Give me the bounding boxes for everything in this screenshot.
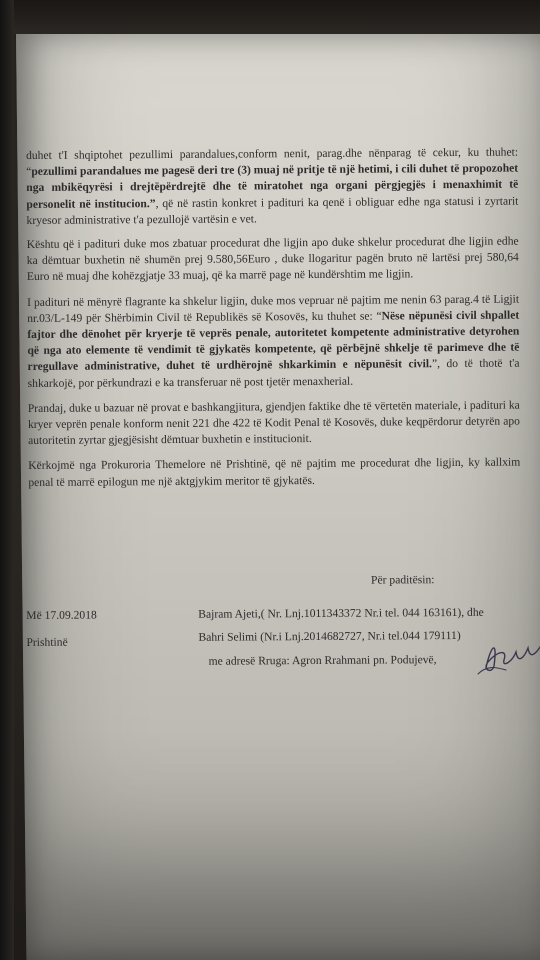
paragraph-text: , që në rastin konkret i padituri ka qenë i obliguar edhe nga statusi i zyrtarit kryesor administrative t'a pezullojë vartësin e vet.: [26, 194, 519, 227]
paragraph-suspension: [26, 145, 519, 229]
paragraph-law-violation: [27, 291, 520, 392]
paragraph-criminal-offence: Prandaj, duke u bazuar në provat e bashkangjitura, gjendjen faktike dhe të vërtetën materiale, i padituri ka kryer veprën penale konform nenit 221 dhe 422 të Kodit Penal të Kosovës, duke keqpërdorur detyrën apo autoritetin zyrtar gjegjësisht dëmtuar buxhetin e institucionit.: [27, 398, 520, 448]
handwritten-signature: [468, 618, 540, 678]
quoted-law-bold: pezullimi parandalues me pagesë deri tre (3) muaj në pritje të një hetimi, i cili duhet të propozohet nga mbikëqyrësi i drejtëpërdrejtë dhe të miratohet nga organi përgjegjës i menaxhimit të personelit në institucion.”: [26, 161, 519, 211]
dark-surface-left: [0, 0, 14, 960]
paragraph-request: Kërkojmë nga Prokuroria Themelore në Prishtinë, që në pajtim me procedurat dhe ligjin, ky kallxim penal të marrë epilogun me një aktgjykim meritor të gjykatës.: [28, 456, 521, 489]
quoted-law-bold: Nëse nëpunësi civil shpallet fajtor dhe dënohet për kryerje të veprës penale, autoritetet kompetente administrative detyrohen që nga ato elemente të vendimit të gjykatës kompetente, që përbëjnë shkelje të parimeve dhe të rregullave administrative, duhet të urdhërojnë shkarkimin e nëpunësit civil.: [27, 308, 520, 374]
for-plaintiff-label: Për paditësin:: [370, 573, 435, 587]
paragraph-text: I padituri në mënyrë flagrante ka shkelur ligjin, duke mos vepruar në pajtim me nenin 63 parag.4 të Ligjit nr.03/L-149 për Shërbimin Civil të Republikës së Kosovës, ku thuhet se: “: [27, 292, 520, 325]
paragraph-text: ”, do të thotë t'a shkarkojë, por përkundrazi e ka transferuar në post tjetër menaxherial.: [27, 356, 520, 390]
place-line: Prishtinë: [26, 635, 68, 649]
paragraph-text: duhet t'I shqiptohet pezullimi parandalues,conform nenit, parag.dhe nënparag të cekur, ku thuhet: “: [26, 145, 519, 179]
plaintiff-1: Bajram Ajeti,( Nr. Lnj.1011343372 Nr.i tel. 044 163161), dhe: [198, 605, 484, 621]
plaintiff-address: me adresë Rruga: Agron Rrahmani pn. Podujevë,: [208, 653, 437, 668]
paragraph-budget-damage: Kështu që i padituri duke mos zbatuar procedurat dhe ligjin apo duke shkelur procedurat dhe ligjin edhe ka dëmtuar buxhetin në shumën prej 9.580,56Euro , duke llogaritur pagën bruto në lartësi prej 580,64 Euro në muaj dhe kohëzgjatje 33 muaj, që ka marrë page në kundërshtim me ligjin.: [26, 234, 519, 284]
dark-surface-top: [0, 0, 540, 34]
date-line: Më 17.09.2018: [26, 608, 97, 622]
document-body: [26, 145, 520, 500]
signature-block: [26, 572, 537, 686]
plaintiff-2: Bahri Selimi (Nr.i Lnj.2014682727, Nr.i tel.044 179111): [198, 628, 461, 644]
